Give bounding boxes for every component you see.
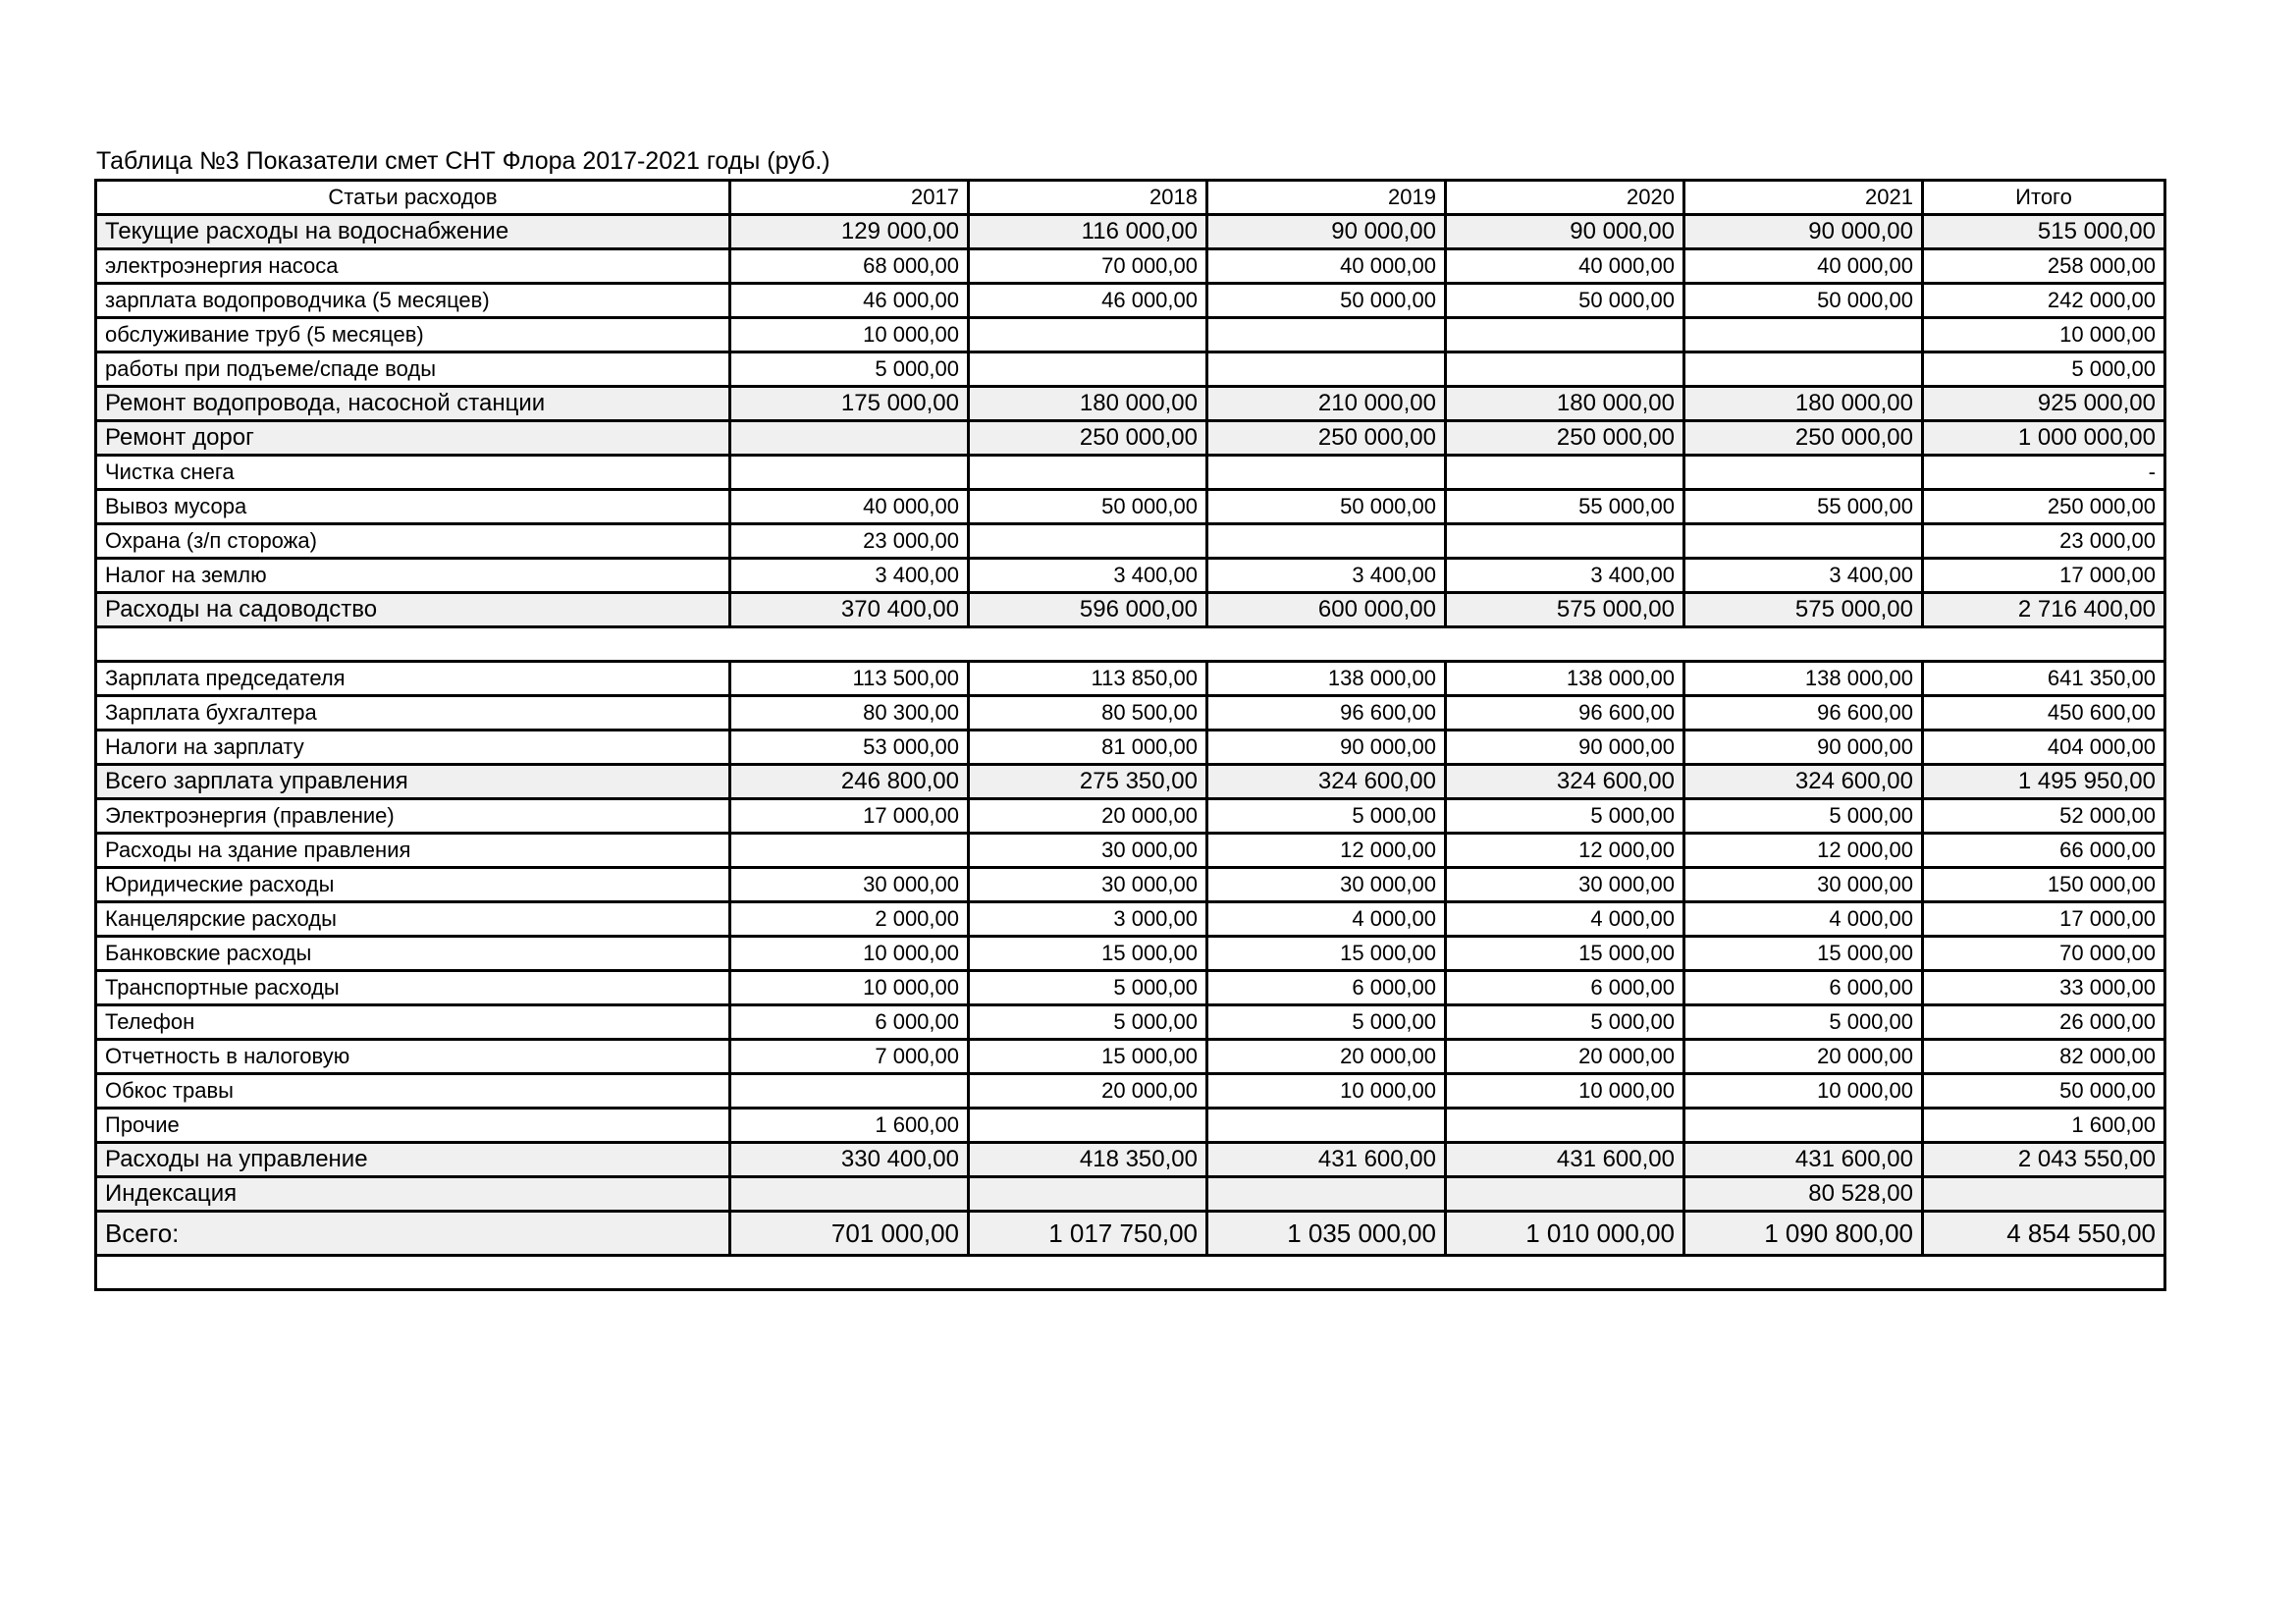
value-cell-2017: 40 000,00	[730, 490, 969, 524]
value-cell-2018: 30 000,00	[969, 834, 1207, 868]
value-cell-2020: 575 000,00	[1446, 593, 1684, 627]
expense-label: Расходы на здание правления	[96, 834, 730, 868]
value-cell-2018: 20 000,00	[969, 1074, 1207, 1109]
value-cell-2018: 81 000,00	[969, 731, 1207, 765]
value-cell-Итого: 450 600,00	[1923, 696, 2165, 731]
table-row	[96, 731, 2165, 765]
value-cell-2021: 324 600,00	[1684, 765, 1923, 799]
value-cell-2017: 80 300,00	[730, 696, 969, 731]
spacer-cell	[96, 1256, 2165, 1290]
value-cell-Итого: 17 000,00	[1923, 559, 2165, 593]
value-cell-2019: 5 000,00	[1207, 799, 1446, 834]
value-cell-2017	[730, 421, 969, 456]
column-header-2021: 2021	[1684, 181, 1923, 215]
expense-label: обслуживание труб (5 месяцев)	[96, 318, 730, 352]
value-cell-2021	[1684, 524, 1923, 559]
value-cell-Итого: 1 000 000,00	[1923, 421, 2165, 456]
value-cell-2021	[1684, 456, 1923, 490]
expense-label: Налоги на зарплату	[96, 731, 730, 765]
expense-label: Чистка снега	[96, 456, 730, 490]
value-cell-2021: 250 000,00	[1684, 421, 1923, 456]
expense-label: электроэнергия насоса	[96, 249, 730, 284]
expense-label: Вывоз мусора	[96, 490, 730, 524]
value-cell-Итого	[1923, 1177, 2165, 1212]
value-cell-2020: 96 600,00	[1446, 696, 1684, 731]
value-cell-2020	[1446, 524, 1684, 559]
value-cell-2020: 3 400,00	[1446, 559, 1684, 593]
value-cell-2020: 20 000,00	[1446, 1040, 1684, 1074]
value-cell-2021: 6 000,00	[1684, 971, 1923, 1005]
table-row	[96, 249, 2165, 284]
value-cell-2019	[1207, 1177, 1446, 1212]
table-row	[96, 937, 2165, 971]
table-row	[96, 421, 2165, 456]
table-row	[96, 1040, 2165, 1074]
value-cell-Итого: 82 000,00	[1923, 1040, 2165, 1074]
value-cell-2019	[1207, 1109, 1446, 1143]
expense-label: Текущие расходы на водоснабжение	[96, 215, 730, 249]
value-cell-Итого: 1 495 950,00	[1923, 765, 2165, 799]
value-cell-2019: 40 000,00	[1207, 249, 1446, 284]
value-cell-2021: 20 000,00	[1684, 1040, 1923, 1074]
value-cell-2017: 2 000,00	[730, 902, 969, 937]
value-cell-2021: 90 000,00	[1684, 215, 1923, 249]
value-cell-2019: 10 000,00	[1207, 1074, 1446, 1109]
expense-label: Банковские расходы	[96, 937, 730, 971]
value-cell-2020: 40 000,00	[1446, 249, 1684, 284]
value-cell-Итого: 2 043 550,00	[1923, 1143, 2165, 1177]
value-cell-2019: 138 000,00	[1207, 662, 1446, 696]
table-row	[96, 971, 2165, 1005]
value-cell-Итого: 641 350,00	[1923, 662, 2165, 696]
value-cell-2021	[1684, 318, 1923, 352]
table-row	[96, 1074, 2165, 1109]
value-cell-2017	[730, 1177, 969, 1212]
value-cell-2021	[1684, 352, 1923, 387]
value-cell-2017: 10 000,00	[730, 971, 969, 1005]
value-cell-2019: 4 000,00	[1207, 902, 1446, 937]
value-cell-2021: 431 600,00	[1684, 1143, 1923, 1177]
value-cell-2021: 180 000,00	[1684, 387, 1923, 421]
value-cell-2019: 50 000,00	[1207, 284, 1446, 318]
expense-label: зарплата водопроводчика (5 месяцев)	[96, 284, 730, 318]
value-cell-2020: 10 000,00	[1446, 1074, 1684, 1109]
value-cell-2017	[730, 834, 969, 868]
value-cell-2020: 4 000,00	[1446, 902, 1684, 937]
value-cell-2017: 701 000,00	[730, 1212, 969, 1256]
value-cell-2018	[969, 524, 1207, 559]
value-cell-2017: 10 000,00	[730, 318, 969, 352]
value-cell-2017: 370 400,00	[730, 593, 969, 627]
value-cell-2021: 10 000,00	[1684, 1074, 1923, 1109]
value-cell-Итого: 26 000,00	[1923, 1005, 2165, 1040]
table-title: Таблица №3 Показатели смет СНТ Флора 2017-2021 годы (руб.)	[96, 147, 830, 175]
value-cell-2018: 3 400,00	[969, 559, 1207, 593]
expense-label: Зарплата председателя	[96, 662, 730, 696]
column-header-expense-items: Статьи расходов	[96, 181, 730, 215]
value-cell-2019: 431 600,00	[1207, 1143, 1446, 1177]
value-cell-2017: 6 000,00	[730, 1005, 969, 1040]
value-cell-2021: 12 000,00	[1684, 834, 1923, 868]
value-cell-2021: 5 000,00	[1684, 1005, 1923, 1040]
table-row	[96, 1005, 2165, 1040]
value-cell-2018: 5 000,00	[969, 971, 1207, 1005]
table-row	[96, 352, 2165, 387]
value-cell-2021: 96 600,00	[1684, 696, 1923, 731]
value-cell-2020	[1446, 1109, 1684, 1143]
value-cell-Итого: 258 000,00	[1923, 249, 2165, 284]
value-cell-2018: 113 850,00	[969, 662, 1207, 696]
table-row	[96, 524, 2165, 559]
column-header-total: Итого	[1923, 181, 2165, 215]
value-cell-2018: 275 350,00	[969, 765, 1207, 799]
expense-label: Зарплата бухгалтера	[96, 696, 730, 731]
value-cell-2019: 600 000,00	[1207, 593, 1446, 627]
expense-label: Всего зарплата управления	[96, 765, 730, 799]
value-cell-2017: 330 400,00	[730, 1143, 969, 1177]
value-cell-2018: 3 000,00	[969, 902, 1207, 937]
table-row	[96, 696, 2165, 731]
value-cell-Итого: 52 000,00	[1923, 799, 2165, 834]
table-row	[96, 215, 2165, 249]
expense-label: Телефон	[96, 1005, 730, 1040]
value-cell-2017: 68 000,00	[730, 249, 969, 284]
value-cell-2017: 246 800,00	[730, 765, 969, 799]
value-cell-Итого: 150 000,00	[1923, 868, 2165, 902]
value-cell-2019	[1207, 318, 1446, 352]
value-cell-2017: 3 400,00	[730, 559, 969, 593]
expense-label: Расходы на садоводство	[96, 593, 730, 627]
expense-label: Электроэнергия (правление)	[96, 799, 730, 834]
value-cell-2018: 50 000,00	[969, 490, 1207, 524]
value-cell-2017	[730, 456, 969, 490]
value-cell-2017: 175 000,00	[730, 387, 969, 421]
value-cell-2018	[969, 352, 1207, 387]
value-cell-2017	[730, 1074, 969, 1109]
table-row	[96, 1109, 2165, 1143]
value-cell-Итого: 925 000,00	[1923, 387, 2165, 421]
table-row	[96, 834, 2165, 868]
value-cell-2018: 180 000,00	[969, 387, 1207, 421]
value-cell-Итого: 515 000,00	[1923, 215, 2165, 249]
value-cell-2019: 20 000,00	[1207, 1040, 1446, 1074]
table-row	[96, 902, 2165, 937]
header-row	[96, 181, 2165, 215]
value-cell-2020: 90 000,00	[1446, 215, 1684, 249]
value-cell-2020: 431 600,00	[1446, 1143, 1684, 1177]
value-cell-2018: 70 000,00	[969, 249, 1207, 284]
value-cell-Итого: -	[1923, 456, 2165, 490]
value-cell-2019: 50 000,00	[1207, 490, 1446, 524]
value-cell-2019: 6 000,00	[1207, 971, 1446, 1005]
value-cell-Итого: 2 716 400,00	[1923, 593, 2165, 627]
value-cell-2019: 90 000,00	[1207, 215, 1446, 249]
value-cell-2018: 418 350,00	[969, 1143, 1207, 1177]
value-cell-2018: 20 000,00	[969, 799, 1207, 834]
value-cell-2017: 46 000,00	[730, 284, 969, 318]
value-cell-2020: 55 000,00	[1446, 490, 1684, 524]
budget-table	[94, 179, 2166, 1291]
column-header-2018: 2018	[969, 181, 1207, 215]
value-cell-Итого: 4 854 550,00	[1923, 1212, 2165, 1256]
expense-label: Ремонт водопровода, насосной станции	[96, 387, 730, 421]
value-cell-2020: 15 000,00	[1446, 937, 1684, 971]
value-cell-2019: 15 000,00	[1207, 937, 1446, 971]
column-header-2019: 2019	[1207, 181, 1446, 215]
value-cell-2021: 575 000,00	[1684, 593, 1923, 627]
value-cell-2021: 55 000,00	[1684, 490, 1923, 524]
value-cell-2018	[969, 456, 1207, 490]
value-cell-2020	[1446, 1177, 1684, 1212]
value-cell-2019: 12 000,00	[1207, 834, 1446, 868]
value-cell-Итого: 23 000,00	[1923, 524, 2165, 559]
value-cell-2019: 324 600,00	[1207, 765, 1446, 799]
value-cell-2019	[1207, 524, 1446, 559]
table-row	[96, 318, 2165, 352]
value-cell-2019: 96 600,00	[1207, 696, 1446, 731]
value-cell-2018	[969, 318, 1207, 352]
value-cell-2019: 30 000,00	[1207, 868, 1446, 902]
value-cell-2017: 30 000,00	[730, 868, 969, 902]
value-cell-2017: 17 000,00	[730, 799, 969, 834]
value-cell-2020: 12 000,00	[1446, 834, 1684, 868]
value-cell-2019	[1207, 352, 1446, 387]
expense-label: Транспортные расходы	[96, 971, 730, 1005]
table-row	[96, 284, 2165, 318]
column-header-2017: 2017	[730, 181, 969, 215]
value-cell-Итого: 10 000,00	[1923, 318, 2165, 352]
column-header-2020: 2020	[1446, 181, 1684, 215]
value-cell-2020: 5 000,00	[1446, 1005, 1684, 1040]
expense-label: Индексация	[96, 1177, 730, 1212]
value-cell-2019	[1207, 456, 1446, 490]
spacer-cell	[96, 627, 2165, 662]
value-cell-Итого: 1 600,00	[1923, 1109, 2165, 1143]
value-cell-2019: 250 000,00	[1207, 421, 1446, 456]
spacer-row	[96, 1256, 2165, 1290]
expense-label: Канцелярские расходы	[96, 902, 730, 937]
expense-label: Юридические расходы	[96, 868, 730, 902]
table-row	[96, 456, 2165, 490]
expense-label: Всего:	[96, 1212, 730, 1256]
expense-label: работы при подъеме/спаде воды	[96, 352, 730, 387]
value-cell-2020: 90 000,00	[1446, 731, 1684, 765]
value-cell-Итого: 66 000,00	[1923, 834, 2165, 868]
value-cell-Итого: 50 000,00	[1923, 1074, 2165, 1109]
expense-label: Расходы на управление	[96, 1143, 730, 1177]
value-cell-2021: 1 090 800,00	[1684, 1212, 1923, 1256]
expense-label: Ремонт дорог	[96, 421, 730, 456]
value-cell-2018: 15 000,00	[969, 937, 1207, 971]
value-cell-2020: 324 600,00	[1446, 765, 1684, 799]
value-cell-2021: 80 528,00	[1684, 1177, 1923, 1212]
value-cell-2021: 4 000,00	[1684, 902, 1923, 937]
table-row	[96, 765, 2165, 799]
value-cell-2021: 50 000,00	[1684, 284, 1923, 318]
table-row	[96, 490, 2165, 524]
value-cell-2017: 23 000,00	[730, 524, 969, 559]
value-cell-2017: 10 000,00	[730, 937, 969, 971]
table-row	[96, 868, 2165, 902]
value-cell-2018: 80 500,00	[969, 696, 1207, 731]
value-cell-2020: 5 000,00	[1446, 799, 1684, 834]
value-cell-2020: 250 000,00	[1446, 421, 1684, 456]
value-cell-2019: 5 000,00	[1207, 1005, 1446, 1040]
value-cell-2021: 30 000,00	[1684, 868, 1923, 902]
value-cell-Итого: 17 000,00	[1923, 902, 2165, 937]
value-cell-2020: 50 000,00	[1446, 284, 1684, 318]
value-cell-Итого: 5 000,00	[1923, 352, 2165, 387]
value-cell-2018	[969, 1109, 1207, 1143]
value-cell-2017: 5 000,00	[730, 352, 969, 387]
value-cell-2019: 1 035 000,00	[1207, 1212, 1446, 1256]
value-cell-Итого: 242 000,00	[1923, 284, 2165, 318]
expense-label: Налог на землю	[96, 559, 730, 593]
table-row	[96, 1177, 2165, 1212]
value-cell-2018: 15 000,00	[969, 1040, 1207, 1074]
value-cell-2018	[969, 1177, 1207, 1212]
expense-label: Обкос травы	[96, 1074, 730, 1109]
value-cell-2017: 1 600,00	[730, 1109, 969, 1143]
value-cell-Итого: 70 000,00	[1923, 937, 2165, 971]
spacer-row	[96, 627, 2165, 662]
table-row	[96, 387, 2165, 421]
value-cell-2020: 138 000,00	[1446, 662, 1684, 696]
table-row	[96, 593, 2165, 627]
value-cell-2017: 53 000,00	[730, 731, 969, 765]
value-cell-2021	[1684, 1109, 1923, 1143]
value-cell-2020: 1 010 000,00	[1446, 1212, 1684, 1256]
value-cell-2020: 180 000,00	[1446, 387, 1684, 421]
value-cell-2021: 138 000,00	[1684, 662, 1923, 696]
value-cell-2020: 6 000,00	[1446, 971, 1684, 1005]
budget-table-body	[96, 215, 2165, 1290]
table-row	[96, 1212, 2165, 1256]
value-cell-2018: 30 000,00	[969, 868, 1207, 902]
expense-label: Охрана (з/п сторожа)	[96, 524, 730, 559]
value-cell-Итого: 33 000,00	[1923, 971, 2165, 1005]
value-cell-2021: 40 000,00	[1684, 249, 1923, 284]
value-cell-2019: 3 400,00	[1207, 559, 1446, 593]
value-cell-2017: 129 000,00	[730, 215, 969, 249]
value-cell-2020: 30 000,00	[1446, 868, 1684, 902]
table-row	[96, 559, 2165, 593]
value-cell-2019: 210 000,00	[1207, 387, 1446, 421]
value-cell-2017: 113 500,00	[730, 662, 969, 696]
expense-label: Прочие	[96, 1109, 730, 1143]
value-cell-2021: 5 000,00	[1684, 799, 1923, 834]
value-cell-2019: 90 000,00	[1207, 731, 1446, 765]
value-cell-Итого: 250 000,00	[1923, 490, 2165, 524]
value-cell-2018: 5 000,00	[969, 1005, 1207, 1040]
value-cell-2017: 7 000,00	[730, 1040, 969, 1074]
value-cell-2020	[1446, 456, 1684, 490]
expense-label: Отчетность в налоговую	[96, 1040, 730, 1074]
value-cell-2021: 90 000,00	[1684, 731, 1923, 765]
value-cell-2018: 116 000,00	[969, 215, 1207, 249]
table-row	[96, 1143, 2165, 1177]
value-cell-2021: 3 400,00	[1684, 559, 1923, 593]
table-row	[96, 799, 2165, 834]
value-cell-2018: 596 000,00	[969, 593, 1207, 627]
value-cell-2020	[1446, 352, 1684, 387]
value-cell-Итого: 404 000,00	[1923, 731, 2165, 765]
table-row	[96, 662, 2165, 696]
value-cell-2020	[1446, 318, 1684, 352]
value-cell-2018: 1 017 750,00	[969, 1212, 1207, 1256]
value-cell-2021: 15 000,00	[1684, 937, 1923, 971]
value-cell-2018: 250 000,00	[969, 421, 1207, 456]
value-cell-2018: 46 000,00	[969, 284, 1207, 318]
